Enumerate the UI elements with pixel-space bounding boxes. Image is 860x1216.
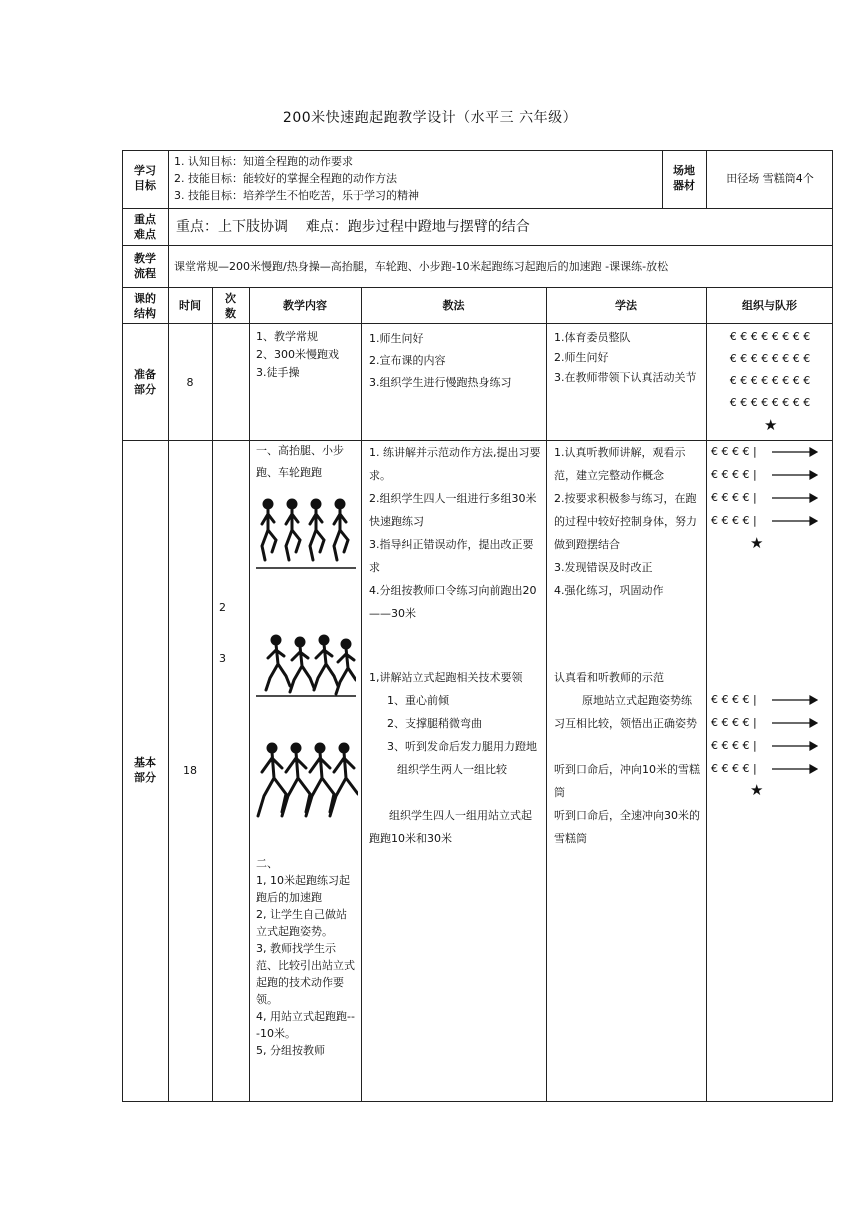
formation-row [711,464,757,486]
flow-text: 课堂常规—200米慢跑/热身操—高抬腿，车轮跑、小步跑-10米起跑练习起跑后的加速跑 -课课练-放松 [174,260,669,273]
basic-study-a [554,441,702,602]
goal-item: 1. 认知目标：知道全程跑的动作要求 [174,155,353,168]
study-item: 认真看和听教师的示范 [554,671,664,684]
basic-count: 3 [219,652,226,665]
study-item: 4.强化练习，巩固动作 [554,584,664,597]
prep-method [369,328,543,394]
formation-row-label: € € € € | [711,693,757,706]
col-divider [546,287,547,1102]
study-item: 听到口命后，全速冲向30米的雪糕筒 [554,809,700,845]
goals-label: 学习 目标 [134,164,156,192]
study-item: 原地站立式起跑姿势练习互相比较，领悟出正确姿势 [554,694,697,730]
formation-row-label: € € € € | [711,445,757,458]
row-divider [122,245,833,246]
basic-label: 基本 部分 [134,756,156,784]
prep-study-item: 3.在教师带领下认真活动关节 [554,371,697,384]
teacher-star-icon: ★ [764,416,778,434]
method-item: 1,讲解站立式起跑相关技术要领 [369,671,523,684]
method-item: 1、重心前倾 [387,694,449,707]
document-title: 200米快速跑起跑教学设计（水平三 六年级） [282,110,578,126]
high-knee-runners-illustration [256,492,356,572]
teacher-star-icon: ★ [750,534,764,552]
basic-method-b [369,666,541,850]
header-organize: 组织与队形 [742,299,797,312]
formation-row [711,441,757,463]
study-item: 3.发现错误及时改正 [554,561,653,574]
formation-row: € € € € € € € € [729,396,811,409]
formation-row [711,510,757,532]
prep-study-item: 2.师生问好 [554,351,609,364]
study-item: 1.认真听教师讲解，观看示范，建立完整动作概念 [554,446,686,482]
method-item: 3、听到发命后发力腿用力蹬地 [387,740,537,753]
formation-row [711,487,757,509]
method-item: 2.组织学生四人一组进行多组30米快速跑练习 [369,492,537,528]
header-method: 教法 [442,299,465,312]
venue-label: 场地 器材 [673,164,695,192]
flow-label: 教学 流程 [134,252,156,280]
formation-row-label: € € € € | [711,491,757,504]
method-item: 组织学生四人一组用站立式起跑跑10米和30米 [369,809,532,845]
col-divider [212,287,213,1102]
content-item: 4, 用站立式起跑跑---10米。 [256,1010,355,1040]
basic-method-a [369,441,541,625]
method-item: 组织学生两人一组比较 [397,763,507,776]
venue-value: 田径场 雪糕筒4个 [726,172,814,185]
basic-content-a: 一、高抬腿、小步跑、车轮跑跑 [256,444,344,479]
header-content: 教学内容 [283,299,327,312]
row-divider [122,323,833,324]
content-item: 二、 [256,857,278,870]
formation-row: € € € € € € € € [729,330,811,343]
method-item: 1. 练讲解并示范动作方法,提出习要求。 [369,446,541,482]
small-step-runners-illustration [256,628,356,700]
formation-row-label: € € € € | [711,514,757,527]
header-time: 时间 [179,299,201,312]
formation-row-label: € € € € | [711,468,757,481]
col-divider [706,150,707,208]
method-item: 2、支撑腿稍微弯曲 [387,717,482,730]
formation-row: € € € € € € € € [729,352,811,365]
formation-row [711,689,757,711]
key-text: 重点：上下肢协调 难点：跑步过程中蹬地与摆臂的结合 [176,219,530,235]
prep-formation [708,326,832,414]
prep-content-item: 2、300米慢跑戏 [256,348,339,361]
col-divider [361,287,362,1102]
formation-row [711,735,757,757]
arrow-right-icon [772,693,818,777]
header-study: 学法 [615,299,637,312]
prep-content [256,328,360,382]
method-item: 3.指导纠正错误动作，提出改正要求 [369,538,534,574]
content-item: 2, 让学生自己做站立式起跑姿势。 [256,908,347,938]
goal-item: 2. 技能目标：能较好的掌握全程跑的动作方法 [174,172,397,185]
prep-method-item: 3.组织学生进行慢跑热身练习 [369,376,512,389]
formation-row-label: € € € € | [711,762,757,775]
row-divider [122,208,833,209]
basic-count: 2 [219,601,226,614]
prep-content-item: 1、教学常规 [256,330,318,343]
basic-time: 18 [183,764,197,777]
study-item: 听到口命后，冲向10米的雪糕筒 [554,763,700,799]
basic-content-b [256,855,356,1059]
formation-row [711,712,757,734]
content-item: 3, 教师找学生示范、比较引出站立式起跑的技术动作要领。 [256,942,355,1006]
col-divider [249,287,250,1102]
prep-time: 8 [186,376,194,389]
method-item: 4.分组按教师口令练习向前跑出20——30米 [369,584,537,620]
arrow-right-icon [772,445,818,529]
formation-row-label: € € € € | [711,739,757,752]
content-item: 5, 分组按教师 [256,1044,325,1057]
wheel-runners-illustration [256,738,358,834]
prep-method-item: 2.宣布课的内容 [369,354,446,367]
formation-row [711,758,757,780]
header-structure: 课的 结构 [134,292,156,320]
content-item: 1, 10米起跑练习起跑后的加速跑 [256,874,350,904]
header-times: 次 数 [225,292,236,320]
basic-study-b [554,666,702,850]
key-label: 重点 难点 [134,213,156,241]
study-item: 2.按要求积极参与练习，在跑的过程中较好控制身体，努力做到蹬摆结合 [554,492,697,551]
prep-content-item: 3.徒手操 [256,366,300,379]
goals-list [174,153,660,204]
goal-item: 3. 技能目标：培养学生不怕吃苦，乐于学习的精神 [174,189,419,202]
col-divider [706,287,707,1102]
prep-method-item: 1.师生问好 [369,332,424,345]
prep-study-item: 1.体育委员整队 [554,331,631,344]
prep-label: 准备 部分 [134,368,156,396]
formation-row-label: € € € € | [711,716,757,729]
row-divider [122,287,833,288]
formation-row: € € € € € € € € [729,374,811,387]
col-divider [168,150,169,1102]
prep-study [554,328,702,388]
teacher-star-icon: ★ [750,781,764,799]
